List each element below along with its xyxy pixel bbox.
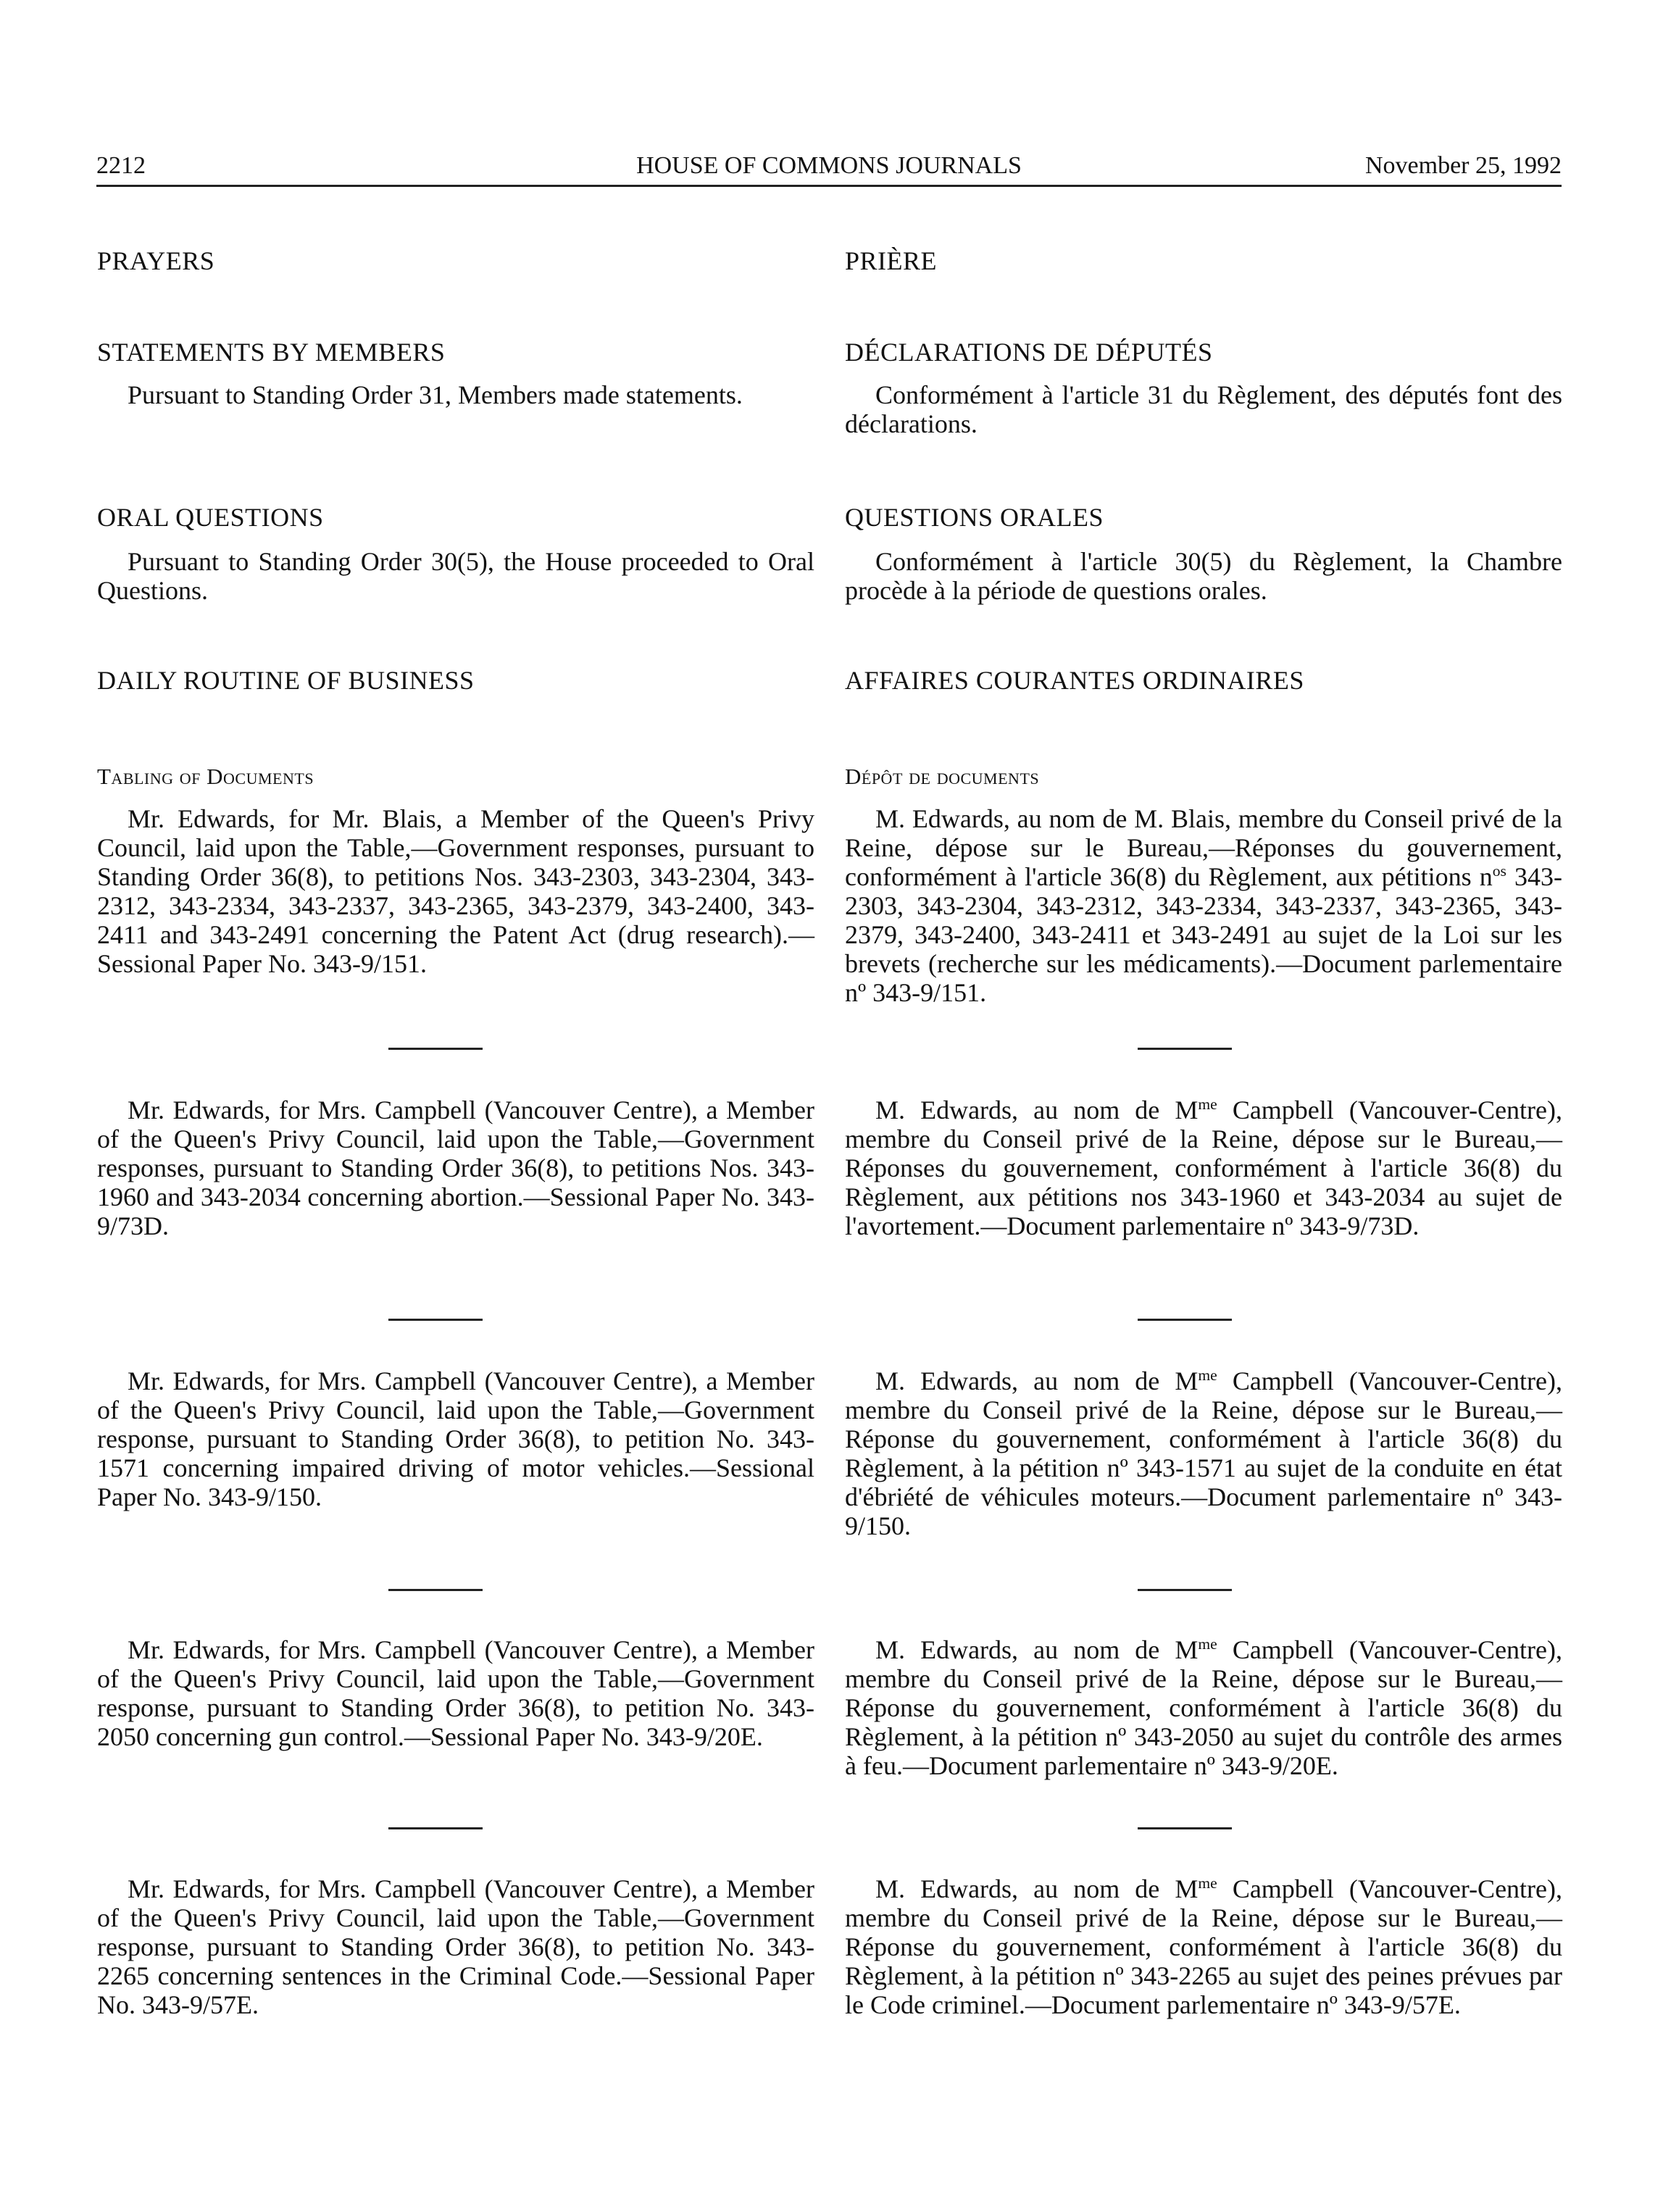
tabling-entry-fr: M. Edwards, au nom de $M^{me}$ Campbell (Vancouver-Centre), membre du Conseil privé de la Reine, dépose sur le Bureau,—Réponses du gouvernement, conformément à l'article 36(8) du Règlement, aux pétitions nos 343-1960 et 343-2034 au sujet de l'avortement.—Document parlementaire nº 343-9/73D. [845, 1095, 1562, 1240]
tabling-subheading-en: Tabling of Documents [97, 764, 314, 789]
oral-questions-heading-en: ORAL QUESTIONS [97, 503, 324, 532]
entry-divider [388, 1319, 483, 1321]
prayers-heading-fr: PRIÈRE [845, 246, 938, 275]
tabling-entry-en: Mr. Edwards, for Mrs. Campbell (Vancouver Centre), a Member of the Queen's Privy Council, laid upon the Table,—Government response, pursuant to Standing Order 36(8), to petition No. 343-2265 concerning sentences in the Criminal Code.—Sessional Paper No. 343-9/57E. [97, 1874, 814, 2019]
tabling-entry-en: Mr. Edwards, for Mrs. Campbell (Vancouver Centre), a Member of the Queen's Privy Council, laid upon the Table,—Government responses, pursuant to Standing Order 36(8), to petitions Nos. 343-1960 and 343-2034 concerning abortion.—Sessional Paper No. 343-9/73D. [97, 1095, 814, 1240]
oral-questions-text-fr: Conformément à l'article 30(5) du Règlement, la Chambre procède à la période de questions orales. [845, 547, 1562, 605]
statements-text-en: Pursuant to Standing Order 31, Members made statements. [128, 380, 743, 409]
tabling-entry-fr: M. Edwards, au nom de $M^{me}$ Campbell (Vancouver-Centre), membre du Conseil privé de la Reine, dépose sur le Bureau,—Réponse du gouvernement, conformément à l'article 36(8) du Règlement, à la pétition nº 343-2050 au sujet du contrôle des armes à feu.—Document parlementaire nº 343-9/20E. [845, 1635, 1562, 1780]
entry-divider [388, 1589, 483, 1591]
entry-divider [1138, 1589, 1232, 1591]
tabling-entry-en: Mr. Edwards, for Mr. Blais, a Member of the Queen's Privy Council, laid upon the Table,—Government responses, pursuant to Standing Order 36(8), to petitions Nos. 343-2303, 343-2304, 343-2312, 343-2334, 343-2337, 343-2365, 343-2379, 343-2400, 343-2411 and 343-2491 concerning the Patent Act (drug research).—Sessional Paper No. 343-9/151. [97, 804, 814, 978]
running-header [96, 147, 1562, 187]
oral-questions-heading-fr: QUESTIONS ORALES [845, 503, 1104, 532]
daily-routine-heading-fr: AFFAIRES COURANTES ORDINAIRES [845, 666, 1304, 695]
tabling-entry-en: Mr. Edwards, for Mrs. Campbell (Vancouver Centre), a Member of the Queen's Privy Council, laid upon the Table,—Government response, pursuant to Standing Order 36(8), to petition No. 343-2050 concerning gun control.—Sessional Paper No. 343-9/20E. [97, 1635, 814, 1751]
journal-date: November 25, 1992 [1364, 152, 1562, 179]
entry-divider [1138, 1319, 1232, 1321]
tabling-entry-fr: M. Edwards, au nom de M. Blais, membre du Conseil privé de la Reine, dépose sur le Bureau,—Réponses du gouvernement, conformément à l'article 36(8) du Règlement, aux pétitions $n^{os}$ 343-2303, 343-2304, 343-2312, 343-2334, 343-2337, 343-2365, 343-2379, 343-2400, 343-2411 et 343-2491 au sujet de la Loi sur les brevets (recherche sur les médicaments).—Document parlementaire nº 343-9/151. [845, 804, 1562, 1007]
entry-divider [1138, 1048, 1232, 1050]
statements-heading-en: STATEMENTS BY MEMBERS [97, 338, 446, 367]
oral-questions-text-en: Pursuant to Standing Order 30(5), the House proceeded to Oral Questions. [97, 547, 814, 605]
prayers-heading-en: PRAYERS [97, 246, 215, 275]
tabling-entry-fr: M. Edwards, au nom de $M^{me}$ Campbell (Vancouver-Centre), membre du Conseil privé de la Reine, dépose sur le Bureau,—Réponse du gouvernement, conformément à l'article 36(8) du Règlement, à la pétition nº 343-2265 au sujet des peines prévues par le Code criminel.—Document parlementaire nº 343-9/57E. [845, 1874, 1562, 2019]
entry-divider [388, 1827, 483, 1829]
entry-divider [388, 1048, 483, 1050]
journal-title: HOUSE OF COMMONS JOURNALS [636, 152, 1022, 179]
statements-text-fr: Conformément à l'article 31 du Règlement, des députés font des déclarations. [845, 380, 1562, 438]
statements-heading-fr: DÉCLARATIONS DE DÉPUTÉS [845, 338, 1213, 367]
daily-routine-heading-en: DAILY ROUTINE OF BUSINESS [97, 666, 475, 695]
page-number: 2212 [96, 152, 146, 179]
tabling-entry-en: Mr. Edwards, for Mrs. Campbell (Vancouver Centre), a Member of the Queen's Privy Council, laid upon the Table,—Government response, pursuant to Standing Order 36(8), to petition No. 343-1571 concerning impaired driving of motor vehicles.—Sessional Paper No. 343-9/150. [97, 1366, 814, 1511]
tabling-entry-fr: M. Edwards, au nom de $M^{me}$ Campbell (Vancouver-Centre), membre du Conseil privé de la Reine, dépose sur le Bureau,—Réponse du gouvernement, conformément à l'article 36(8) du Règlement, à la pétition nº 343-1571 au sujet de la conduite en état d'ébriété de véhicules moteurs.—Document parlementaire nº 343-9/150. [845, 1366, 1562, 1540]
tabling-subheading-fr: Dépôt de documents [845, 764, 1040, 789]
entry-divider [1138, 1827, 1232, 1829]
